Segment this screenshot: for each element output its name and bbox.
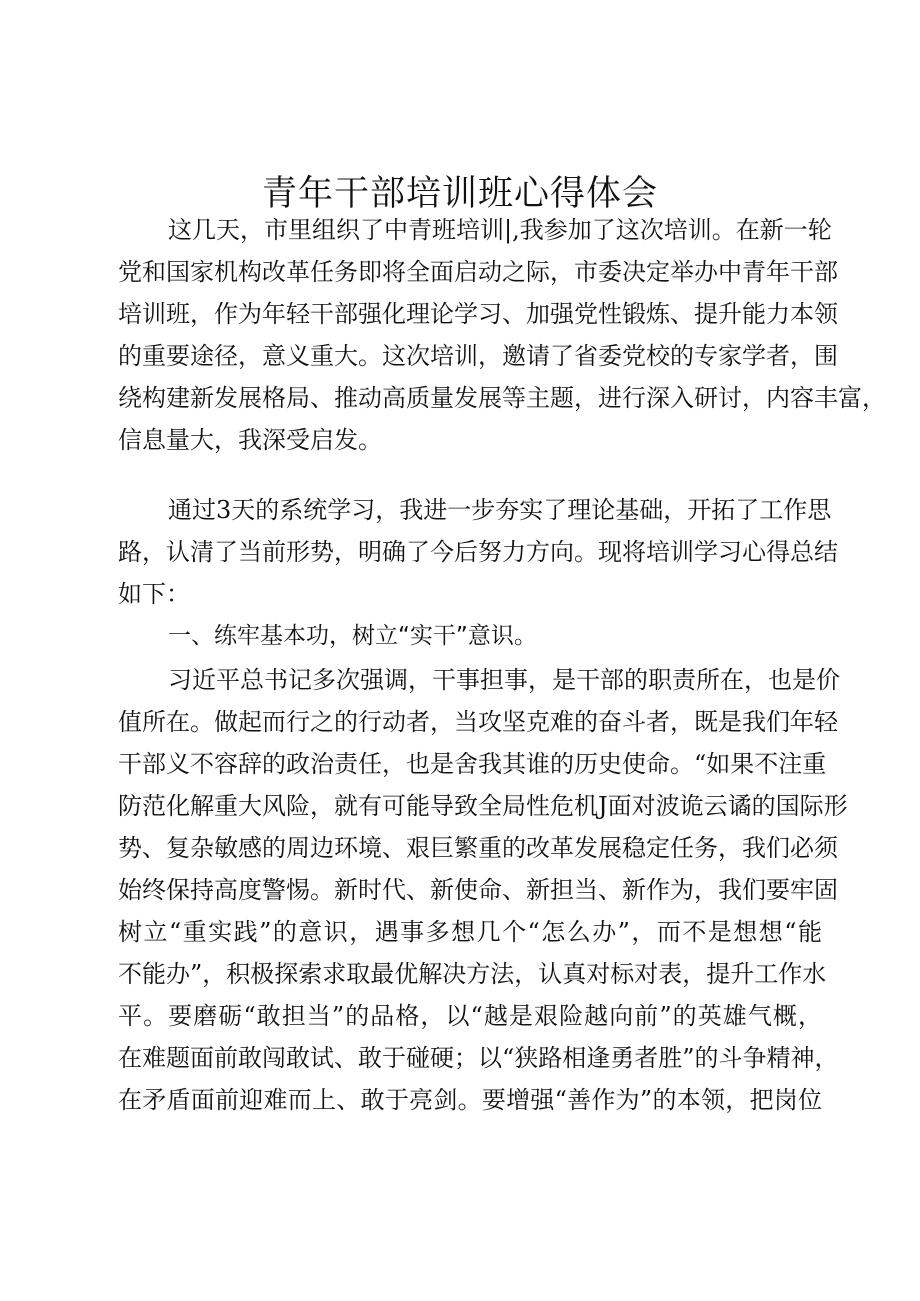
paragraph-3-line-10: 在难题面前敢闯敢试、敢于碰硬；以“狭路相逢勇者胜”的斗争精神， bbox=[118, 1044, 839, 1072]
paragraph-3-line-4: 防范化解重大风险，就有可能导致全局性危机J面对波诡云谲的国际形 bbox=[118, 792, 848, 820]
paragraph-1-line-6: 信息量大，我深受启发。 bbox=[118, 426, 382, 454]
paragraph-3-line-5: 势、复杂敏感的周边环境、艰巨繁重的改革发展稳定任务，我们必须 bbox=[118, 834, 838, 862]
paragraph-1-line-1: 这几天，市里组织了中青班培训|,我参加了这次培训。在新一轮 bbox=[168, 216, 832, 244]
paragraph-3-line-3: 干部义不容辞的政治责任，也是舍我其谁的历史使命。“如果不注重 bbox=[118, 750, 827, 778]
paragraph-1-line-3: 培训班，作为年轻干部强化理论学习、加强党性锻炼、提升能力本领 bbox=[118, 300, 838, 328]
paragraph-2-line-3: 如下： bbox=[118, 580, 190, 608]
paragraph-3-line-7: 树立“重实践”的意识，遇事多想几个“怎么办”，而不是想想“能 bbox=[118, 918, 822, 946]
document-title: 青年干部培训班心得体会 bbox=[261, 174, 658, 214]
paragraph-1-line-2: 党和国家机构改革任务即将全面启动之际，市委决定举办中青年干部 bbox=[118, 258, 838, 286]
paragraph-1-line-4: 的重要途径，意义重大。这次培训，邀请了省委党校的专家学者，围 bbox=[118, 342, 838, 370]
paragraph-3-line-11: 在矛盾面前迎难而上、敢于亮剑。要增强“善作为”的本领，把岗位 bbox=[118, 1086, 822, 1114]
paragraph-3-line-6: 始终保持高度警惕。新时代、新使命、新担当、新作为，我们要牢固 bbox=[118, 876, 838, 904]
paragraph-3-line-2: 值所在。做起而行之的行动者，当攻坚克难的奋斗者，既是我们年轻 bbox=[118, 708, 838, 736]
paragraph-2-line-2: 路，认清了当前形势，明确了今后努力方向。现将培训学习心得总结 bbox=[118, 538, 838, 566]
paragraph-1-line-5: 绕构建新发展格局、推动高质量发展等主题，进行深入研讨，内容丰富， bbox=[118, 384, 886, 412]
section-heading-1: 一、练牢基本功，树立“实干”意识。 bbox=[168, 623, 537, 649]
paragraph-3-line-9: 平。要磨砺“敢担当”的品格，以“越是艰险越向前”的英雄气概， bbox=[118, 1002, 822, 1030]
paragraph-3-line-1: 习近平总书记多次强调，干事担事，是干部的职责所在，也是价 bbox=[168, 666, 840, 694]
paragraph-3-line-8: 不能办”，积极探索求取最优解决方法，认真对标对表，提升工作水 bbox=[118, 960, 827, 988]
paragraph-2-line-1: 通过3天的系统学习，我进一步夯实了理论基础，开拓了工作思 bbox=[168, 496, 832, 524]
